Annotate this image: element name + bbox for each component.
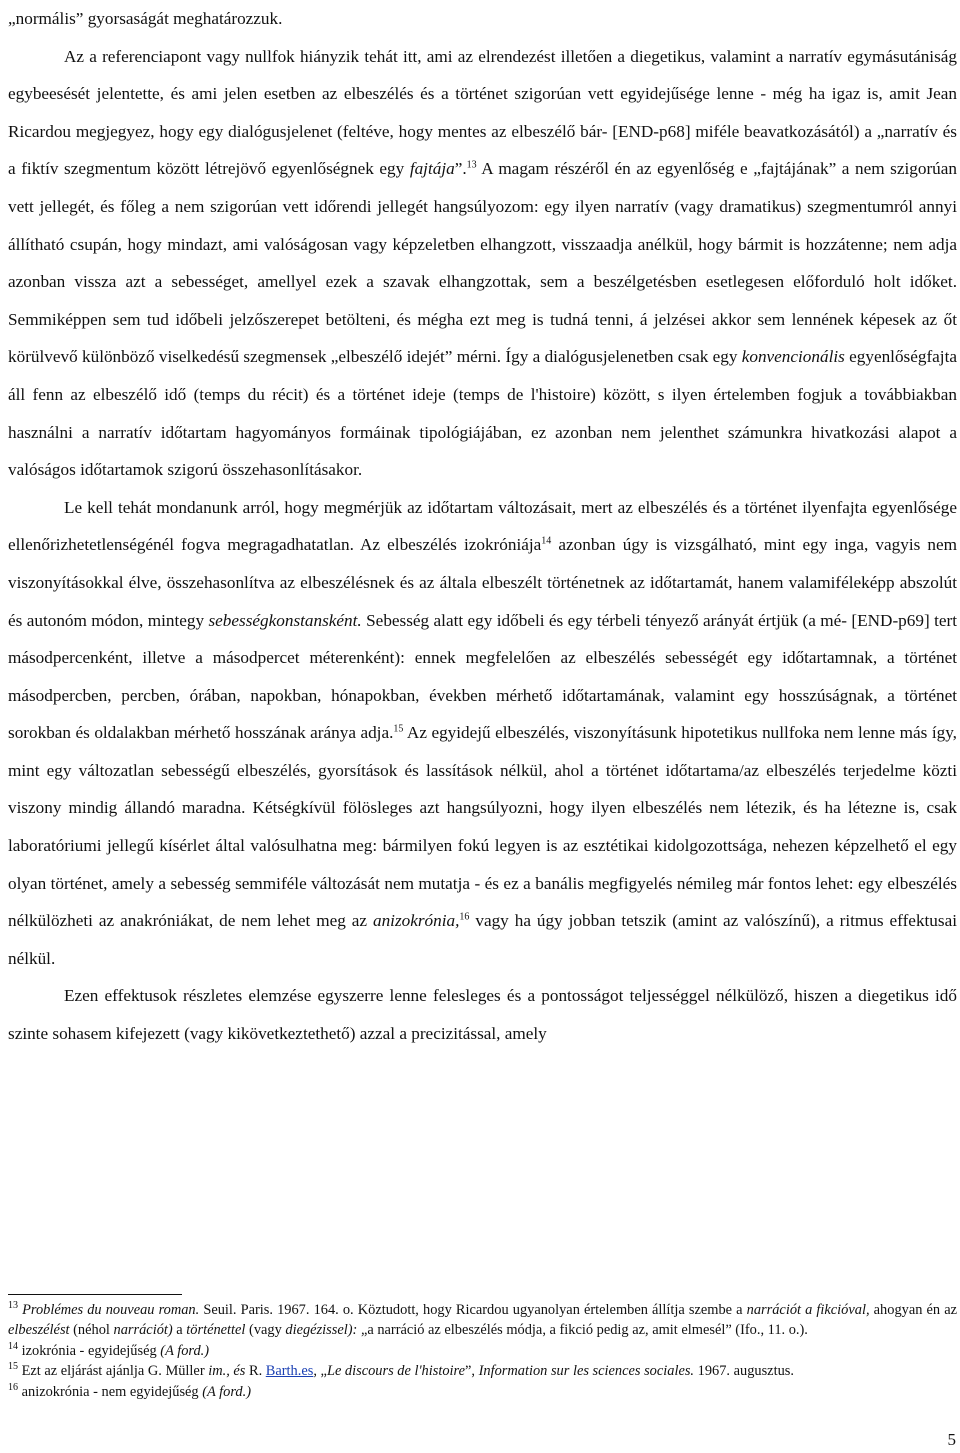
main-text — [8, 0, 957, 1053]
footnote-ref-13[interactable]: 13 — [466, 159, 477, 171]
p1-text-d: A magam részéről én az egyenlőség e „fajtájának” a nem szigorúan vett jellegét, és főleg a nem szigorúan vett időrendi jellegét hangsúlyozom: egy ilyen narratív (vagy dramatikus) szegmentumról annyi állítható csupán, hogy mindazt, ami valóságosan vagy képzeletben elhangzott, visszaadja anélkül, hogy bármit is hozzátenne; nem adja azonban vissza azt a sebességet, amellyel ezek a szavak elhangzottak, sem a beszélgetésben esetlegesen előforduló holt időket. Semmiképpen sem tud időbeli jelzőszerepet betölteni, és mégha ezt meg is tudná tenni, á jelzései akkor sem lennének képesek az őt körülvevő különböző viselkedésű szegmensek „elbeszélő idejét” mérni. Így a dialógusjelenetben csak egy — [8, 159, 957, 367]
footnote-16 — [8, 1382, 957, 1402]
fn13-italic-i: történettel — [186, 1322, 246, 1339]
fn13-text-f: (néhol — [69, 1322, 114, 1339]
p2-italic-sebessegkonstans: sebességkonstansként. — [208, 610, 362, 630]
fn13-text-h: a — [172, 1322, 187, 1339]
fn13-text-j: (vagy — [245, 1322, 286, 1339]
p2-text-e: Az egyidejű elbeszélés, viszonyításunk hipotetikus nullfoka nem lenne más így, mint egy változatlan sebességű elbeszélés, gyorsítások és lassítások nélkül, ahol a történet időtartama/az elbeszélés terjedelme közti viszony mindig állandó maradna. Kétségkívül fölösleges azt hangsúlyozni, hogy ilyen elbeszélés nem létezik, és ha létezne is, csak laboratóriumi jellegű kísérlet által valósulhatna meg: bármilyen fokú legyen is az esztétikai kidolgozottsága, nehezen képzelhető el egy olyan történet, amely a sebesség semmiféle változását nem mutatja - és ez a banális megfigyelés némileg már fontos lehet: egy elbeszélés nélkülözheti az anakróniákat, de nem lehet meg az — [8, 723, 957, 931]
fn16-italic-b: (A ford.) — [202, 1383, 251, 1400]
footnote-separator — [8, 1294, 182, 1295]
fn13-text-d: ahogyan én az — [869, 1302, 957, 1318]
paragraph-1 — [8, 38, 957, 489]
fn15-text-h: 1967. augusztus. — [694, 1363, 794, 1380]
fn13-italic-k: diegézissel): — [285, 1322, 358, 1339]
fn13-italic-c: narrációt a fikcióval, — [746, 1302, 870, 1318]
p2-italic-anizokronia: anizokrónia, — [372, 911, 460, 931]
fn13-text-l: „a narráció az elbeszélés módja, a fikció pedig az, amit elmesél” (Ifo., 11. o.). — [357, 1322, 808, 1339]
barthes-link[interactable]: Barth.es — [265, 1363, 314, 1380]
paragraph-top: „normális” gyorsaságát meghatározzuk. — [8, 9, 283, 28]
footnote-number: 13 — [8, 1300, 18, 1312]
fn15-italic-g: Information sur les sciences sociales. — [478, 1363, 695, 1380]
paragraph-2 — [8, 489, 957, 978]
p2-text-d: Sebesség alatt egy időbeli és egy térbeli tényező arányát értjük (a mé- [END-p69] tert másodpercenként, illetve a másodpercet méterenként): ennek megfelelően az elbeszélés sebességét egy időtartamnak, a történet másodpercben, percben, órában, napokban, hónapokban, években mérhető időtartamának, valamint egy hosszúságnak, a történet sorokban és oldalakban mérhető hosszának aránya adja. — [8, 610, 957, 743]
fn13-text-b: Seuil. Paris. 1967. 164. o. Köztudott, hogy Ricardou ugyanolyan értelemben állítja szembe a — [199, 1302, 747, 1318]
fn13-italic-e: elbeszélést — [8, 1322, 70, 1339]
fn13-italic-title: Problémes du nouveau roman. — [22, 1302, 200, 1318]
footnote-number: 16 — [8, 1381, 18, 1393]
footnotes — [8, 1300, 957, 1402]
p2-text-a: Le kell tehát mondanunk arról, hogy megmérjük az időtartam változásait, mert az elbeszélés és a történet ilyenfajta egyenlősége ellenőrizhetetlenségénél fogva megragadhatatlan. Az elbeszélés izokróniája — [8, 497, 957, 555]
footnote-15 — [8, 1361, 957, 1381]
footnote-ref-15[interactable]: 15 — [393, 723, 404, 735]
footnote-ref-14[interactable]: 14 — [541, 535, 552, 547]
page-number: 5 — [947, 1430, 956, 1449]
footnote-number: 15 — [8, 1361, 18, 1373]
p1-text-c: ”. — [454, 159, 467, 179]
footnote-14 — [8, 1341, 957, 1361]
fn15-text-c: R. — [245, 1363, 266, 1380]
fn14-text-a: izokrónia - egyidejűség — [21, 1342, 161, 1359]
p2-text-g: vagy ha úgy jobban tetszik (amint az valószínű), a ritmus effektusai nélkül. — [8, 911, 957, 968]
footnote-number: 14 — [8, 1341, 18, 1353]
fn13-italic-g: narrációt) — [113, 1322, 173, 1339]
fn15-text-d: , „ — [313, 1363, 327, 1380]
p1-italic-fajtaja: fajtája — [409, 159, 455, 179]
fn15-text-f: ”, — [465, 1363, 479, 1380]
fn15-italic-e: Le discours de l'histoire — [326, 1363, 465, 1380]
p2-text-b: azonban úgy is vizsgálható, mint egy inga, vagyis nem viszonyításokkal élve, összehasonlítva az elbeszélésnek és az általa elbeszélt történetnek az időtartamát, hanem valamiféleképp abszolút és autonóm módon, mintegy — [8, 535, 958, 630]
footnote-13 — [8, 1300, 957, 1341]
paragraph-3: Ezen effektusok részletes elemzése egyszerre lenne felesleges és a pontosságot teljességgel nélkülöző, hiszen a diegetikus idő szinte sohasem kifejezett (vagy kikövetkeztethető) azzal a precizitással, amely — [8, 986, 957, 1044]
fn16-text-a: anizokrónia - nem egyidejűség — [21, 1383, 203, 1400]
p1-italic-konvencionalis: konvencionális — [741, 347, 845, 367]
footnote-ref-16[interactable]: 16 — [459, 911, 470, 923]
fn14-italic-b: (A ford.) — [160, 1342, 210, 1359]
p1-text-f: egyenlőségfajta áll fenn az elbeszélő idő (temps du récit) és a történet ideje (temps de l'histoire) között, s ilyen értelemben fogjuk a továbbiakban használni a narratív időtartam hagyományos formáinak tipológiájában, ez azonban nem jelenthet számunkra hivatkozási alapot a valóságos időtartamok szigorú összehasonlításakor. — [8, 347, 957, 480]
fn15-text-a: Ezt az eljárást ajánlja G. Müller — [21, 1363, 209, 1380]
p1-text-a: Az a referenciapont vagy nullfok hiányzik tehát itt, ami az elrendezést illetően a diegetikus, valamint a narratív egymásutániság egybeesését jelentette, és ami jelen esetben az elbeszélés és a történet szigorúan vett egyidejűsége lenne - még ha igaz is, amit Jean Ricardou megjegyez, hogy egy dialógusjelenet (feltéve, hogy mentes az elbeszélő bár- [END-p68] miféle beavatkozásától) a „narratív és a fiktív szegmentum között létrejövő egyenlőségnek egy — [8, 46, 957, 179]
fn15-italic-b: im., és — [208, 1363, 246, 1380]
